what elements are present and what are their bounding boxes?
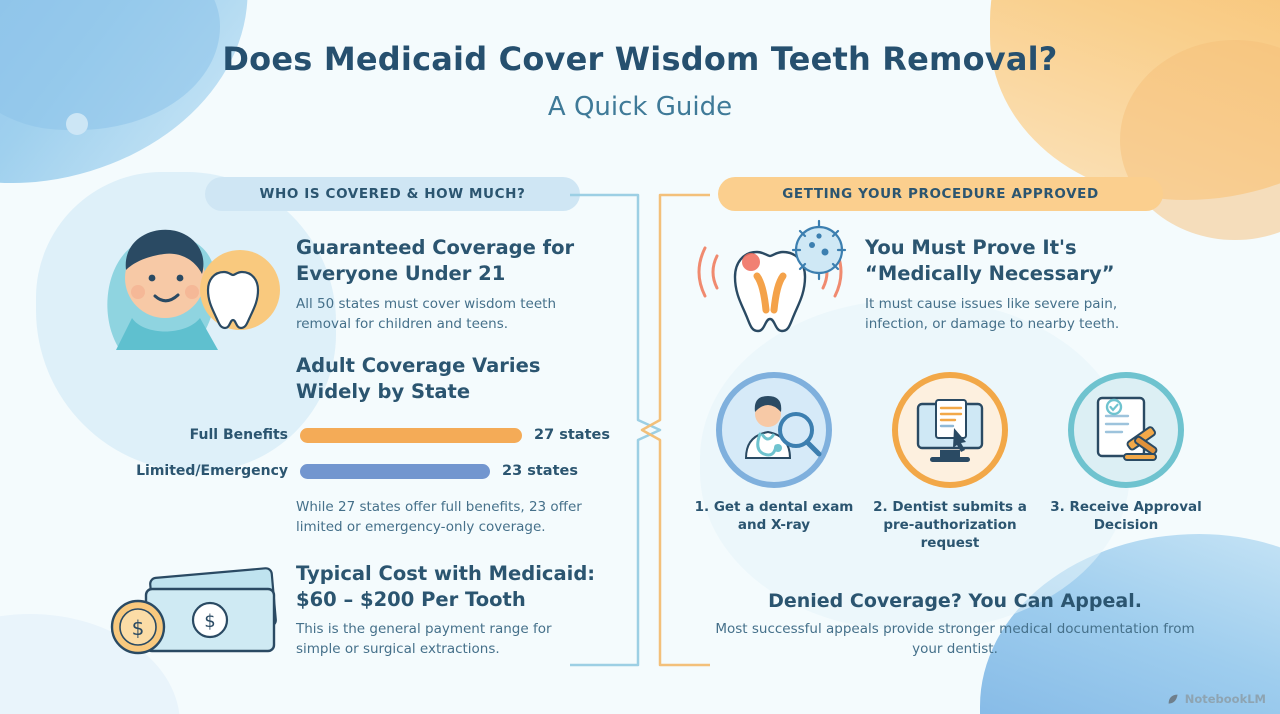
step-item bbox=[690, 372, 858, 553]
step-icon-circle bbox=[892, 372, 1008, 488]
appeal-heading: Denied Coverage? You Can Appeal. bbox=[768, 590, 1142, 612]
bar-label: Full Benefits bbox=[189, 427, 288, 443]
left-heading-3: Typical Cost with Medicaid: $60 – $200 Per Tooth bbox=[296, 562, 596, 612]
left-body-1: All 50 states must cover wisdom teeth removal for children and teens. bbox=[296, 296, 557, 332]
dentist-icon bbox=[716, 372, 832, 488]
step-item bbox=[866, 372, 1034, 553]
coverage-bar-chart bbox=[110, 420, 620, 492]
bar-value: 27 states bbox=[534, 427, 610, 443]
approval-gavel-icon bbox=[1068, 372, 1184, 488]
approval-steps bbox=[690, 372, 1210, 553]
money-illustration bbox=[100, 555, 290, 675]
bar-label: Limited/Emergency bbox=[136, 463, 288, 479]
appeal-body: Most successful appeals provide stronger medical documentation from your dentist. bbox=[715, 621, 1195, 657]
svg-text:$: $ bbox=[204, 611, 216, 632]
person-with-tooth-illustration bbox=[60, 200, 300, 360]
right-body-1: It must cause issues like severe pain, infection, or damage to nearby teeth. bbox=[865, 296, 1120, 332]
step-icon-circle bbox=[716, 372, 832, 488]
step-label: 2. Dentist submits a pre-authorization request bbox=[873, 499, 1027, 552]
watermark-label: NotebookLM bbox=[1184, 692, 1266, 706]
page-title: Does Medicaid Cover Wisdom Teeth Removal? bbox=[222, 40, 1058, 78]
step-label: 1. Get a dental exam and X-ray bbox=[694, 499, 854, 534]
notebooklm-logo-icon bbox=[1167, 693, 1180, 706]
section-header-right: GETTING YOUR PROCEDURE APPROVED bbox=[718, 177, 1163, 211]
aching-tooth-illustration bbox=[695, 218, 865, 348]
section-header-left: WHO IS COVERED & HOW MUCH? bbox=[205, 177, 580, 211]
left-heading-2: Adult Coverage Varies Widely by State bbox=[296, 354, 541, 404]
step-item bbox=[1042, 372, 1210, 553]
bar-row bbox=[110, 420, 620, 450]
left-heading-1: Guaranteed Coverage for Everyone Under 21 bbox=[296, 236, 575, 286]
bar-fill-full-benefits bbox=[300, 428, 522, 443]
left-body-3: This is the general payment range for simple or surgical extractions. bbox=[296, 621, 552, 657]
svg-text:$: $ bbox=[131, 616, 145, 640]
right-heading-1: You Must Prove It's “Medically Necessary” bbox=[865, 236, 1115, 286]
page-subtitle: A Quick Guide bbox=[547, 92, 733, 122]
bar-row bbox=[110, 456, 620, 486]
computer-form-icon bbox=[892, 372, 1008, 488]
step-icon-circle bbox=[1068, 372, 1184, 488]
left-body-2: While 27 states offer full benefits, 23 offer limited or emergency-only coverage. bbox=[296, 499, 582, 535]
watermark bbox=[1167, 692, 1266, 706]
bar-fill-limited-emergency bbox=[300, 464, 490, 479]
bar-value: 23 states bbox=[502, 463, 578, 479]
step-label: 3. Receive Approval Decision bbox=[1050, 499, 1202, 534]
